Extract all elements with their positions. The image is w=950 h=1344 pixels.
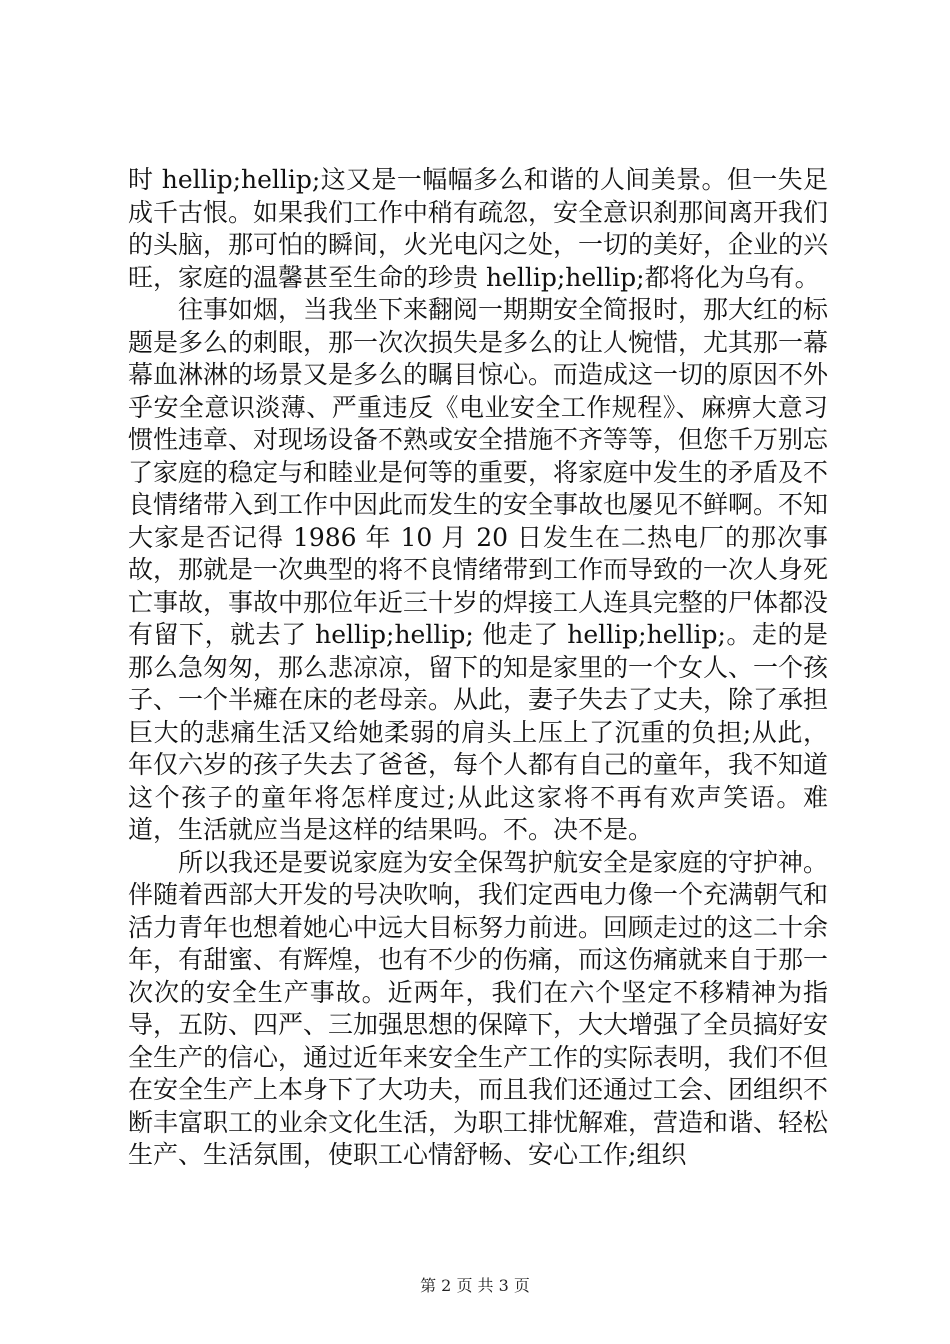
- paragraph-2: 往事如烟，当我坐下来翻阅一期期安全简报时，那大红的标题是多么的刺眼，那一次次损失是多么的让人惋惜，尤其那一幕幕血淋淋的场景又是多么的瞩目惊心。而造成这一切的原因不外乎安全意识淡薄、严重违反《电业安全工作规程》、麻痹大意习惯性违章、对现场设备不熟或安全措施不齐等等，但您千万别忘了家庭的稳定与和睦业是何等的重要，将家庭中发生的矛盾及不良情绪带入到工作中因此而发生的安全事故也屡见不鲜啊。不知大家是否记得 1986 年 10 月 20 日发生在二热电厂的那次事故，那就是一次典型的将不良情绪带到工作而导致的一次人身死亡事故，事故中那位年近三十岁的焊接工人连具完整的尸体都没有留下，就去了 hellip;hellip; 他走了 hellip;hellip;。走的是那么急匆匆，那么悲凉凉，留下的知是家里的一个女人、一个孩子、一个半瘫在床的老母亲。从此，妻子失去了丈夫，除了承担巨大的悲痛生活又给她柔弱的肩头上压上了沉重的负担;从此，年仅六岁的孩子失去了爸爸，每个人都有自己的童年，我不知道这个孩子的童年将怎样度过;从此这家将不再有欢声笑语。难道，生活就应当是这样的结果吗。不。决不是。: [128, 295, 829, 844]
- paragraph-3: 所以我还是要说家庭为安全保驾护航安全是家庭的守护神。伴随着西部大开发的号决吹响，我们定西电力像一个充满朝气和活力青年也想着她心中远大目标努力前进。回顾走过的这二十余年，有甜蜜、有辉煌，也有不少的伤痛，而这伤痛就来自于那一次次的安全生产事故。近两年，我们在六个坚定不移精神为指导，五防、四严、三加强思想的保障下，大大增强了全员搞好安全生产的信心，通过近年来安全生产工作的实际表明，我们不但在安全生产上本身下了大功夫，而且我们还通过工会、团组织不断丰富职工的业余文化生活，为职工排忧解难，营造和谐、轻松生产、生活氛围，使职工心情舒畅、安心工作;组织: [128, 847, 829, 1169]
- page-footer: 第 2 页 共 3 页: [420, 1276, 530, 1295]
- paragraph-1: 时 hellip;hellip;这又是一幅幅多么和谐的人间美景。但一失足成千古恨。如果我们工作中稍有疏忽，安全意识刹那间离开我们的头脑，那可怕的瞬间，火光电闪之处，一切的美好，企业的兴旺，家庭的温馨甚至生命的珍贵 hellip;hellip;都将化为乌有。: [128, 165, 829, 292]
- document-body: [128, 164, 828, 1172]
